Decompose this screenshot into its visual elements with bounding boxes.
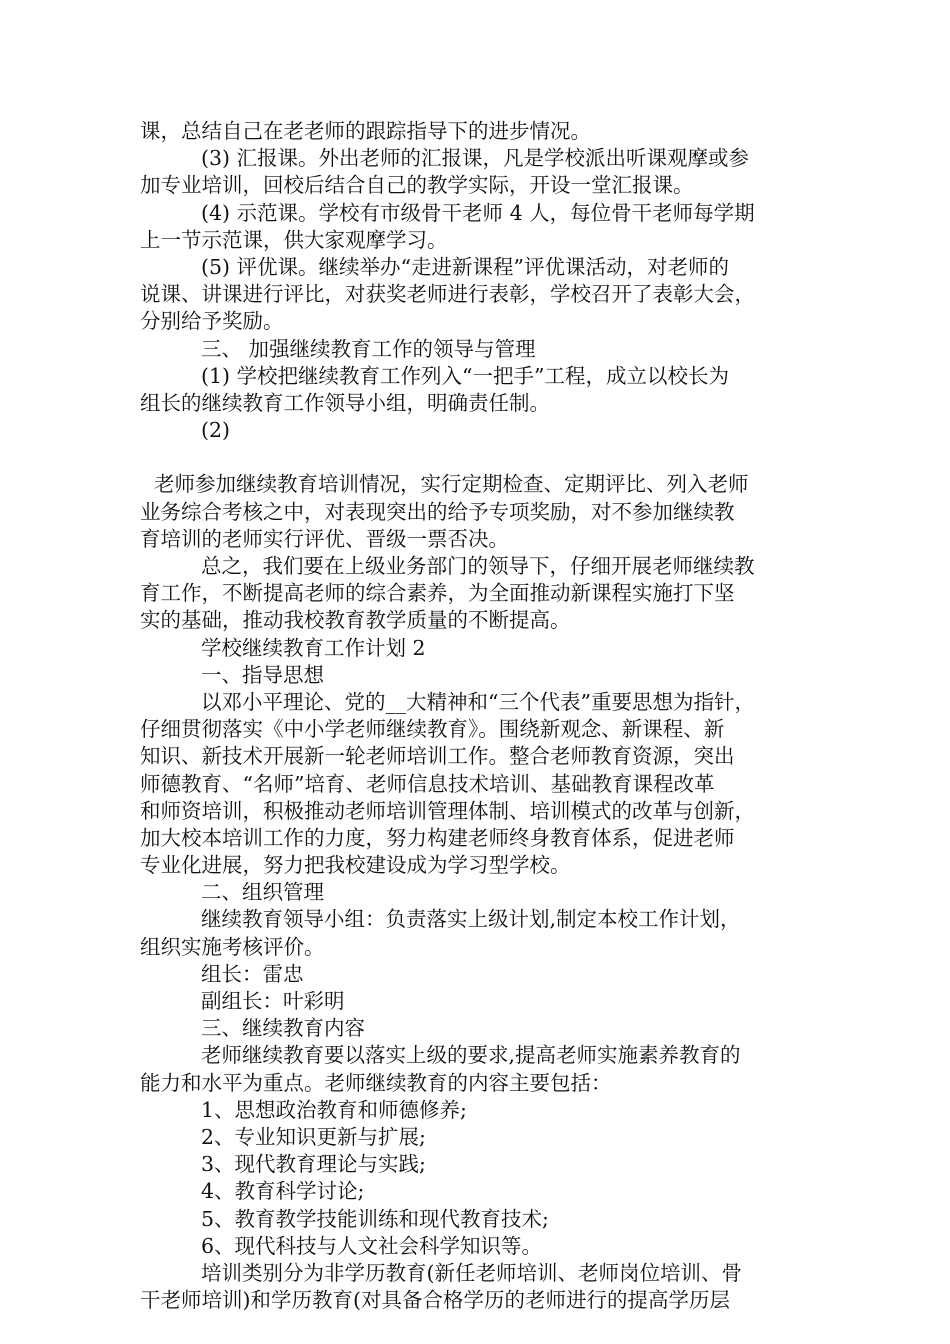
text-line: 和师资培训，积极推动老师培训管理体制、培训模式的改革与创新， — [140, 798, 755, 823]
text-line: 学校继续教育工作计划 2 — [201, 635, 426, 660]
text-line: 干老师培训)和学历教育(对具备合格学历的老师进行的提高学历层 — [140, 1288, 730, 1313]
text-line: 老师参加继续教育培训情况，实行定期检查、定期评比、列入老师 — [154, 472, 749, 497]
text-line: 3、现代教育理论与实践; — [201, 1152, 426, 1177]
text-line: 三、继续教育内容 — [201, 1016, 365, 1041]
text-line: 加专业培训，回校后结合自己的教学实际，开设一堂汇报课。 — [140, 173, 694, 198]
text-line: 老师继续教育要以落实上级的要求,提高老师实施素养教育的 — [201, 1043, 741, 1068]
text-line: 课，总结自己在老老师的跟踪指导下的进步情况。 — [140, 119, 591, 143]
text-line: 二、组织管理 — [201, 880, 324, 905]
text-line: 组长的继续教育工作领导小组，明确责任制。 — [140, 390, 550, 415]
text-line: (3) 汇报课。外出老师的汇报课，凡是学校派出听课观摩或参 — [201, 146, 750, 171]
text-line: (2) — [201, 418, 231, 443]
text-line: 三、 加强继续教育工作的领导与管理 — [201, 336, 536, 361]
text-line: 组长：雷忠 — [201, 961, 304, 986]
text-line: 说课、讲课进行评比，对获奖老师进行表彰，学校召开了表彰大会， — [140, 282, 755, 307]
text-line: 能力和水平为重点。老师继续教育的内容主要包括： — [140, 1070, 612, 1095]
text-line: 育工作，不断提高老师的综合素养，为全面推动新课程实施打下坚 — [140, 581, 735, 606]
text-line: 上一节示范课，供大家观摩学习。 — [140, 227, 448, 252]
text-line: 培训类别分为非学历教育(新任老师培训、老师岗位培训、骨 — [201, 1260, 742, 1285]
text-line: 分别给予奖励。 — [140, 309, 284, 334]
blank-line — [140, 444, 820, 471]
text-line: 5、教育教学技能训练和现代教育技术; — [201, 1206, 549, 1231]
text-line: 师德教育、“名师”培育、老师信息技术培训、基础教育课程改革 — [140, 771, 715, 796]
text-line: 业务综合考核之中，对表现突出的给予专项奖励，对不参加继续教 — [140, 499, 735, 524]
text-line: 知识、新技术开展新一轮老师培训工作。整合老师教育资源，突出 — [140, 744, 735, 769]
text-line: 4、教育科学讨论; — [201, 1179, 365, 1204]
text-line: 总之，我们要在上级业务部门的领导下，仔细开展老师继续教 — [201, 554, 755, 578]
text-line: (5) 评优课。继续举办“走进新课程”评优课活动，对老师的 — [201, 254, 730, 279]
text-line: (1) 学校把继续教育工作列入“一把手”工程，成立以校长为 — [201, 363, 730, 388]
text-line: 实的基础，推动我校教育教学质量的不断提高。 — [140, 608, 571, 633]
text-line: 继续教育领导小组：负责落实上级计划,制定本校工作计划， — [201, 907, 741, 932]
text-line: 6、现代科技与人文社会科学知识等。 — [201, 1233, 543, 1258]
text-line: 以邓小平理论、党的__大精神和“三个代表”重要思想为指针， — [201, 689, 755, 714]
document-page — [140, 118, 820, 1314]
text-line: 副组长：叶彩明 — [201, 989, 345, 1013]
text-line: 组织实施考核评价。 — [140, 934, 325, 959]
text-line: 2、专业知识更新与扩展; — [201, 1124, 426, 1149]
text-line: 一、指导思想 — [201, 662, 324, 687]
text-line: 加大校本培训工作的力度，努力构建老师终身教育体系，促进老师 — [140, 825, 735, 850]
text-line: 专业化进展，努力把我校建设成为学习型学校。 — [140, 853, 571, 878]
text-line: 1、思想政治教育和师德修养; — [201, 1097, 467, 1122]
text-line: 育培训的老师实行评优、晋级一票否决。 — [140, 526, 509, 551]
text-line: (4) 示范课。学校有市级骨干老师 4 人，每位骨干老师每学期 — [201, 200, 755, 225]
text-line: 仔细贯彻落实《中小学老师继续教育》。围绕新观念、新课程、新 — [140, 717, 725, 742]
